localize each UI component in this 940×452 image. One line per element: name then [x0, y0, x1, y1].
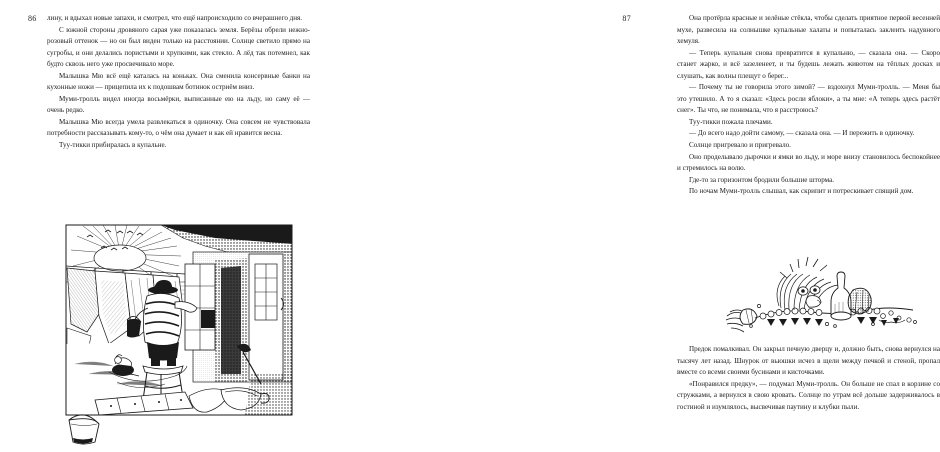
paragraph: Предок помалкивал. Он закрыл печную дверцу и, должно быть, снова вернулся на тысячу лет назад. Шнурок от вьюшки исчез в щели между печкой и стеной, пропал вместе со всеми своими бусинами и кисточками.: [677, 345, 940, 377]
page-number-right: 87: [622, 14, 631, 23]
paragraph: «Понравился предку», — подумал Муми-тролль. Он больше не спал в корзине со стружками, а вернулся в свою кровать. Солнце по утрам всё дольше задерживалось в гостиной и изумлялось, высвечивая паутину и клубки пыли.: [677, 379, 940, 411]
right-page: [330, 0, 940, 452]
ancestor-with-beads-illustration: [723, 254, 919, 336]
left-page-text-column: [47, 13, 310, 152]
paragraph: Туу-тикки пожала плечами.: [689, 117, 773, 126]
right-page-text-column-bottom: [677, 344, 940, 413]
right-page-text-column-top: [677, 13, 940, 198]
paragraph: Туу-тикки прибиралась в купальне.: [59, 141, 167, 150]
paragraph: Малышка Мю всё ещё каталась на коньках. Она сменила консервные банки на кухонные ножи — прицепила их к подошвам ботинок остриём вниз.: [47, 71, 310, 92]
paragraph: Муми-тролль видел иногда восьмёрки, выписанные ею на льду, но саму её — очень редко.: [47, 94, 310, 115]
paragraph: — До всего надо дойти самому, — сказала она. — И пережить в одиночку.: [689, 129, 915, 138]
paragraph: По ночам Муми-тролль слышал, как скрипит и потрескивает спящий дом.: [689, 187, 914, 196]
paragraph: Где-то за горизонтом бродили большие шторма.: [689, 175, 834, 184]
paragraph: С южной стороны дровяного сарая уже показалась земля. Берёзы обрели нежно-розовый оттенок — но он был виден только на расстоянии. Солнце светило прямо на сугробы, и они делались пористыми и хрупкими, как стекло. А лёд так потемнел, как будто сквозь него уже просвечивало море.: [47, 25, 310, 69]
paragraph: Она протёрла красные и зелёные стёкла, чтобы сделать приятное первой весенней мухе, развесила на солнышке купальные халаты и попыталась заклеить надувного хемуля.: [677, 14, 940, 46]
bathhouse-spring-cleaning-illustration: [65, 224, 293, 446]
paragraph: — Теперь купальня снова превратится в купальню, — сказала она. — Скоро станет жарко, и всё зазеленеет, и ты будешь лежать животом на тёплых досках и слушать, как волны плещут о берег...: [677, 48, 940, 80]
paragraph: лину, и вдыхал новые запахи, и смотрел, что ещё напроисходило со вчерашнего дня.: [47, 14, 303, 22]
paragraph: — Почему ты не говорила этого зимой? — вздохнул Муми-тролль. — Меня бы это утешило. А то я сказал: «Здесь росли яблоки», а ты мне: «А теперь здесь растёт снег». Ты что, не понимала, что я расстроюсь?: [677, 83, 940, 115]
page-number-left: 86: [28, 14, 37, 23]
paragraph: Малышка Мю всегда умела развлекаться в одиночку. Она совсем не чувствовала потребности рассказывать кому-то, о чём она думает и как ей нравится весна.: [47, 117, 310, 138]
paragraph: Солнце пригревало и пригревало.: [689, 141, 791, 150]
left-page: [0, 0, 330, 452]
paragraph: Оно проделывало дырочки и ямки во льду, и море внизу становилось беспокойнее и стремилось на волю.: [677, 152, 940, 173]
